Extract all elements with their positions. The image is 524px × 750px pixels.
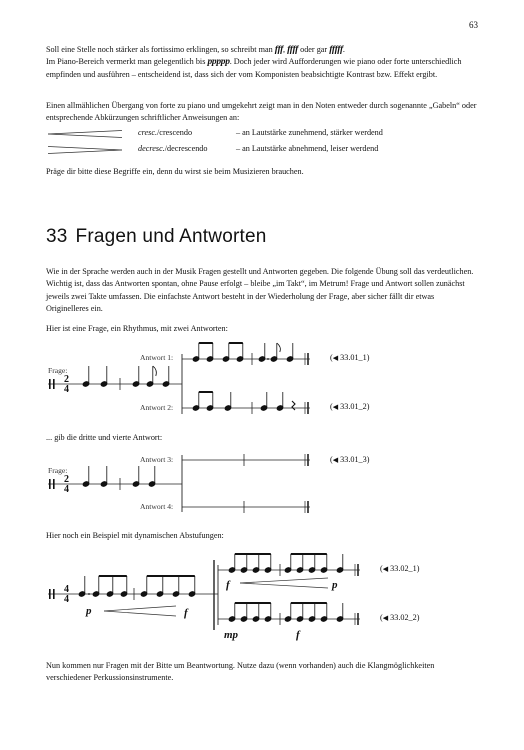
audio-ref-33-02-2[interactable]: (◀ 33.02_2) xyxy=(380,613,420,622)
memo-paragraph: Präge dir bitte diese Begriffe ein, denn du wirst sie beim Musizieren brauchen. xyxy=(46,167,304,176)
fff-mark: fff xyxy=(274,45,283,55)
timesig-ex1-top: 2 xyxy=(64,374,69,385)
play-icon: ◀ xyxy=(382,565,389,573)
intro-paragraph: Soll eine Stelle noch stärker als fortissimo erklingen, so schreibt man fff, ffff oder gar fffff. Im Piano-Bereich vermerkt man gelegentlich bis ppppp. Doch jeder wird Aufforderungen wie piano oder forte unterschiedlich empfinden und ausführen – entscheidend ist, dass sich der vom Komponisten beabsichtigte Kontrast bzw. Effekt ergibt. xyxy=(46,45,462,79)
label-antwort3: Antwort 3: xyxy=(140,455,174,464)
label-frage-ex2: Frage: xyxy=(48,466,68,475)
timesig-ex2-top: 2 xyxy=(64,474,69,485)
ffff-mark: ffff xyxy=(287,45,299,55)
play-icon: ◀ xyxy=(332,403,339,411)
ppppp-mark: ppppp xyxy=(207,57,230,68)
timesig-ex1-bottom: 4 xyxy=(64,384,69,395)
section-number: 33 xyxy=(46,226,68,247)
audio-ref-33-01-1[interactable]: (◀ 33.01_1) xyxy=(330,353,370,362)
crescendo-row: cresc./crescendo – an Lautstärke zunehmend, stärker werdend xyxy=(46,128,478,140)
dyn-mp-lower: mp xyxy=(224,629,239,641)
dyn-p-ex3: p xyxy=(86,605,92,617)
gabeln-paragraph: Einen allmählichen Übergang von forte zu piano und umgekehrt zeigt man in den Noten entweder durch sogenannte „Gabeln“ oder entsprechende Abkürzungen schriftlicher Anweisungen an: xyxy=(46,101,477,123)
example1 xyxy=(48,342,310,414)
section-intro-paragraph: Wie in der Sprache werden auch in der Musik Fragen gestellt und Antworten gegeben. Die folgende Übung soll das verdeutlichen. Wichtig ist, dass das Antworten spontan, ohne Pause erfolgt – bleibe „im Takt“, im Metrum! Frage und Antwort sollen zunächst jeweils zwei Takte umfassen. Die einfachste Antwort besteht in der Wiederholung der Frage, aber sicher fällt dir etwas Originelleres ein. xyxy=(46,267,474,314)
label-antwort4: Antwort 4: xyxy=(140,502,174,511)
page-number: 63 xyxy=(469,20,478,30)
play-icon: ◀ xyxy=(382,614,389,622)
play-icon: ◀ xyxy=(332,354,339,362)
decrescendo-row: decresc./decrescendo – an Lautstärke abnehmend, leiser werdend xyxy=(46,144,478,156)
play-icon: ◀ xyxy=(332,456,339,464)
label-antwort2: Antwort 2: xyxy=(140,403,174,412)
example1-caption: Hier ist eine Frage, ein Rhythmus, mit zwei Antworten: xyxy=(46,324,228,333)
example3 xyxy=(48,553,360,630)
audio-ref-33-01-3[interactable]: (◀ 33.01_3) xyxy=(330,455,370,464)
label-antwort1: Antwort 1: xyxy=(140,353,174,362)
closing-paragraph: Nun kommen nur Fragen mit der Bitte um Beantwortung. Nutze dazu (wenn vorhanden) auch die Klangmöglichkeiten verschiedener Perkussionsinstrumente. xyxy=(46,661,435,683)
example2-caption: ... gib die dritte und vierte Antwort: xyxy=(46,433,163,442)
audio-ref-33-02-1[interactable]: (◀ 33.02_1) xyxy=(380,564,420,573)
section-title: Fragen und Antworten xyxy=(75,226,267,247)
timesig-ex2-bottom: 4 xyxy=(64,484,69,495)
example3-caption: Hier noch ein Beispiel mit dynamischen Abstufungen: xyxy=(46,531,224,540)
dyn-f-lower: f xyxy=(296,629,300,641)
dyn-p-upper: p xyxy=(332,579,338,591)
dyn-f-upper: f xyxy=(226,579,230,591)
fffff-mark: fffff xyxy=(329,45,343,55)
dyn-f-ex3: f xyxy=(184,607,188,619)
audio-ref-33-01-2[interactable]: (◀ 33.01_2) xyxy=(330,402,370,411)
label-frage-ex1: Frage: xyxy=(48,366,68,375)
example2 xyxy=(48,454,310,513)
timesig-ex3-bottom: 4 xyxy=(64,594,69,605)
timesig-ex3-top: 4 xyxy=(64,584,69,595)
